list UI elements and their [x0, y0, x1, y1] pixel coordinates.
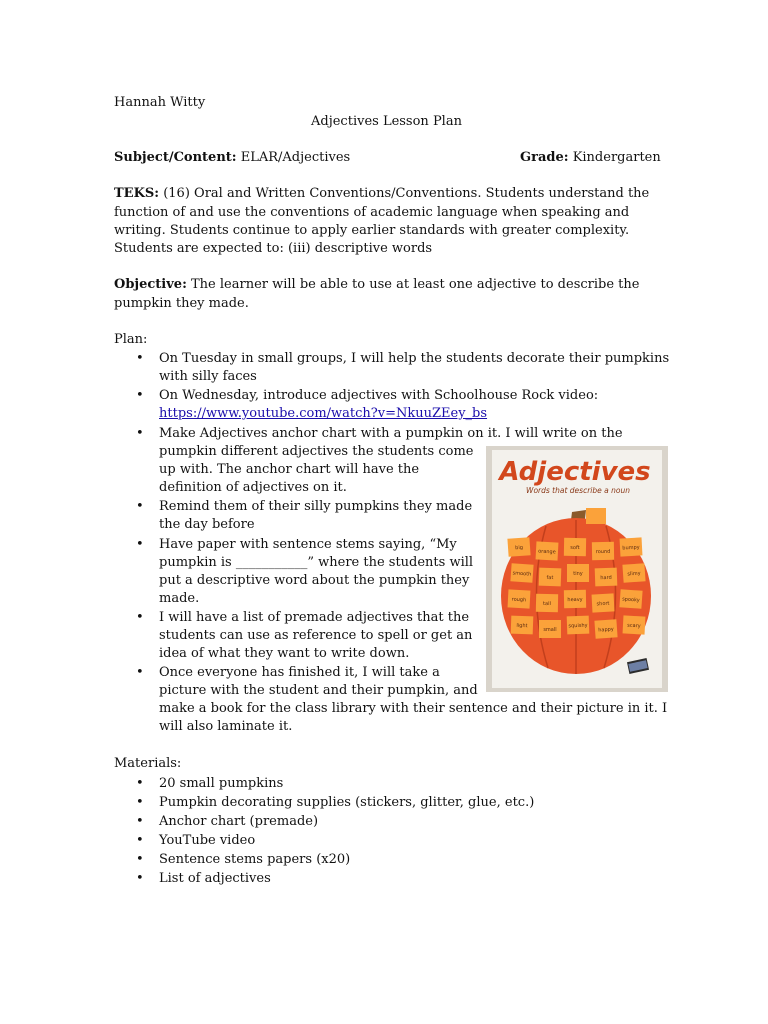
sticky-note — [595, 568, 618, 587]
plan-item-7-line-3: make a book for the class library with their sentence and their picture in it. I — [159, 701, 668, 716]
plan-item-6-line-1: I will have a list of premade adjectives that the — [159, 610, 470, 625]
material-item: YouTube video — [159, 833, 256, 848]
bullet-icon: • — [136, 795, 144, 810]
sticky-note-word: smooth — [512, 570, 532, 578]
subject-line — [114, 149, 350, 167]
adjectives-anchor-chart-photo — [486, 446, 668, 692]
sticky-note-word: spooky — [621, 596, 640, 604]
materials-heading: Materials: — [114, 756, 182, 771]
plan-item-3-line-2: pumpkin different adjectives the students come — [159, 444, 474, 459]
sticky-note — [539, 620, 561, 638]
plan-item-7-line-2: picture with the student and their pumpkin, and — [159, 683, 478, 698]
sticky-note-word: small — [543, 627, 557, 633]
sticky-note — [619, 589, 642, 608]
sticky-note — [564, 538, 586, 556]
author-name: Hannah Witty — [114, 95, 206, 110]
grade-line — [520, 149, 661, 167]
plan-item-5-line-1: Have paper with sentence stems saying, “My — [159, 537, 457, 552]
plan-item-6-line-3: idea of what they want to write down. — [159, 646, 410, 661]
teks-label: TEKS: — [114, 186, 160, 201]
sticky-note — [564, 590, 586, 608]
sticky-note — [567, 616, 590, 635]
plan-item-4-line-1: Remind them of their silly pumpkins they made — [159, 499, 473, 514]
sticky-note — [508, 589, 531, 608]
bullet-icon: • — [136, 426, 144, 441]
plan-heading: Plan: — [114, 332, 148, 347]
material-item: List of adjectives — [159, 871, 271, 886]
sticky-note — [623, 615, 646, 634]
plan-item-5-line-4: made. — [159, 591, 200, 606]
subject-label: Subject/Content: — [114, 150, 237, 165]
plan-item-3-line-3: up with. The anchor chart will have the — [159, 462, 420, 477]
schoolhouse-rock-video-link[interactable]: https://www.youtube.com/watch?v=NkuuZEey_bs — [159, 406, 488, 421]
objective-line-1 — [114, 276, 639, 294]
sticky-note-word: soft — [570, 544, 580, 552]
bullet-icon: • — [136, 665, 144, 680]
material-item: Sentence stems papers (x20) — [159, 852, 351, 867]
bullet-icon: • — [136, 351, 144, 366]
bullet-icon: • — [136, 871, 144, 886]
sticky-note-word: slimy — [627, 570, 641, 578]
material-item: 20 small pumpkins — [159, 776, 284, 791]
sticky-note-paper — [586, 508, 606, 524]
sticky-note — [567, 564, 589, 582]
material-item: Pumpkin decorating supplies (stickers, glitter, glue, etc.) — [159, 795, 535, 810]
plan-item-1-line-1: On Tuesday in small groups, I will help the students decorate their pumpkins — [159, 351, 670, 366]
teks-line-2: function of and use the conventions of academic language when speaking and — [114, 205, 630, 220]
grade-label: Grade: — [520, 150, 569, 165]
sticky-note-word: light — [516, 622, 528, 630]
plan-item-3-line-1: Make Adjectives anchor chart with a pumpkin on it. I will write on the — [159, 426, 623, 441]
bullet-icon: • — [136, 610, 144, 625]
plan-item-2-line-1: On Wednesday, introduce adjectives with Schoolhouse Rock video: — [159, 388, 599, 403]
sticky-note — [594, 619, 617, 638]
sticky-note — [620, 537, 643, 556]
bullet-icon: • — [136, 499, 144, 514]
sticky-note-word: bumpy — [622, 544, 640, 552]
chart-title: Adjectives — [499, 457, 651, 487]
sticky-note — [510, 563, 533, 582]
sticky-note-word: short — [596, 600, 610, 608]
plan-item-7-line-1: Once everyone has finished it, I will take a — [159, 665, 440, 680]
sticky-note-word: round — [595, 548, 611, 556]
sticky-note-word: happy — [598, 626, 615, 634]
sticky-note — [511, 616, 534, 635]
plan-item-5-line-2: pumpkin is ___________” where the students will — [159, 555, 474, 570]
plan-item-4-line-2: the day before — [159, 517, 255, 532]
sticky-note — [536, 541, 559, 560]
bullet-icon: • — [136, 537, 144, 552]
material-item: Anchor chart (premade) — [159, 814, 319, 829]
bullet-icon: • — [136, 852, 144, 867]
sticky-note — [536, 594, 558, 612]
bullet-icon: • — [136, 776, 144, 791]
plan-item-1-line-2: with silly faces — [159, 369, 257, 384]
plan-item-3-line-4: definition of adjectives on it. — [159, 480, 347, 495]
subject-value: ELAR/Adjectives — [240, 150, 351, 165]
plan-item-7-line-4: will also laminate it. — [159, 719, 293, 734]
sticky-note — [507, 537, 530, 556]
objective-text-1: The learner will be able to use at least one adjective to describe the — [191, 277, 640, 292]
teks-line-4: Students are expected to: (iii) descriptive words — [114, 241, 433, 256]
bullet-icon: • — [136, 388, 144, 403]
sticky-note-word: squishy — [568, 622, 588, 630]
sticky-note — [592, 593, 615, 612]
teks-line-1 — [114, 185, 649, 203]
sticky-note-word: tiny — [573, 571, 583, 577]
document-title: Adjectives Lesson Plan — [311, 114, 462, 129]
video-link-line — [159, 405, 487, 423]
sticky-note-word: hard — [600, 574, 612, 582]
objective-label: Objective: — [114, 277, 187, 292]
sticky-note-word: tall — [543, 600, 551, 608]
sticky-note-word: big — [514, 544, 524, 552]
teks-line-3: writing. Students continue to apply earlier standards with greater complexity. — [114, 223, 630, 238]
grade-value: Kindergarten — [572, 150, 661, 165]
plan-item-5-line-3: put a descriptive word about the pumpkin they — [159, 573, 470, 588]
bullet-icon: • — [136, 833, 144, 848]
sticky-note-word: rough — [511, 596, 527, 604]
sticky-note-word: scary — [627, 622, 641, 630]
sticky-note — [622, 563, 645, 582]
plan-item-6-line-2: students can use as reference to spell or get an — [159, 628, 473, 643]
sticky-note-word: heavy — [567, 596, 583, 604]
objective-line-2: pumpkin they made. — [114, 296, 249, 311]
sticky-note — [539, 568, 562, 587]
sticky-note — [592, 542, 614, 560]
sticky-note-word: orange — [537, 548, 556, 556]
bullet-icon: • — [136, 814, 144, 829]
chart-subtitle: Words that describe a noun — [526, 486, 630, 495]
sticky-note-word: fat — [546, 574, 554, 582]
teks-text-1: (16) Oral and Written Conventions/Conventions. Students understand the — [163, 186, 650, 201]
